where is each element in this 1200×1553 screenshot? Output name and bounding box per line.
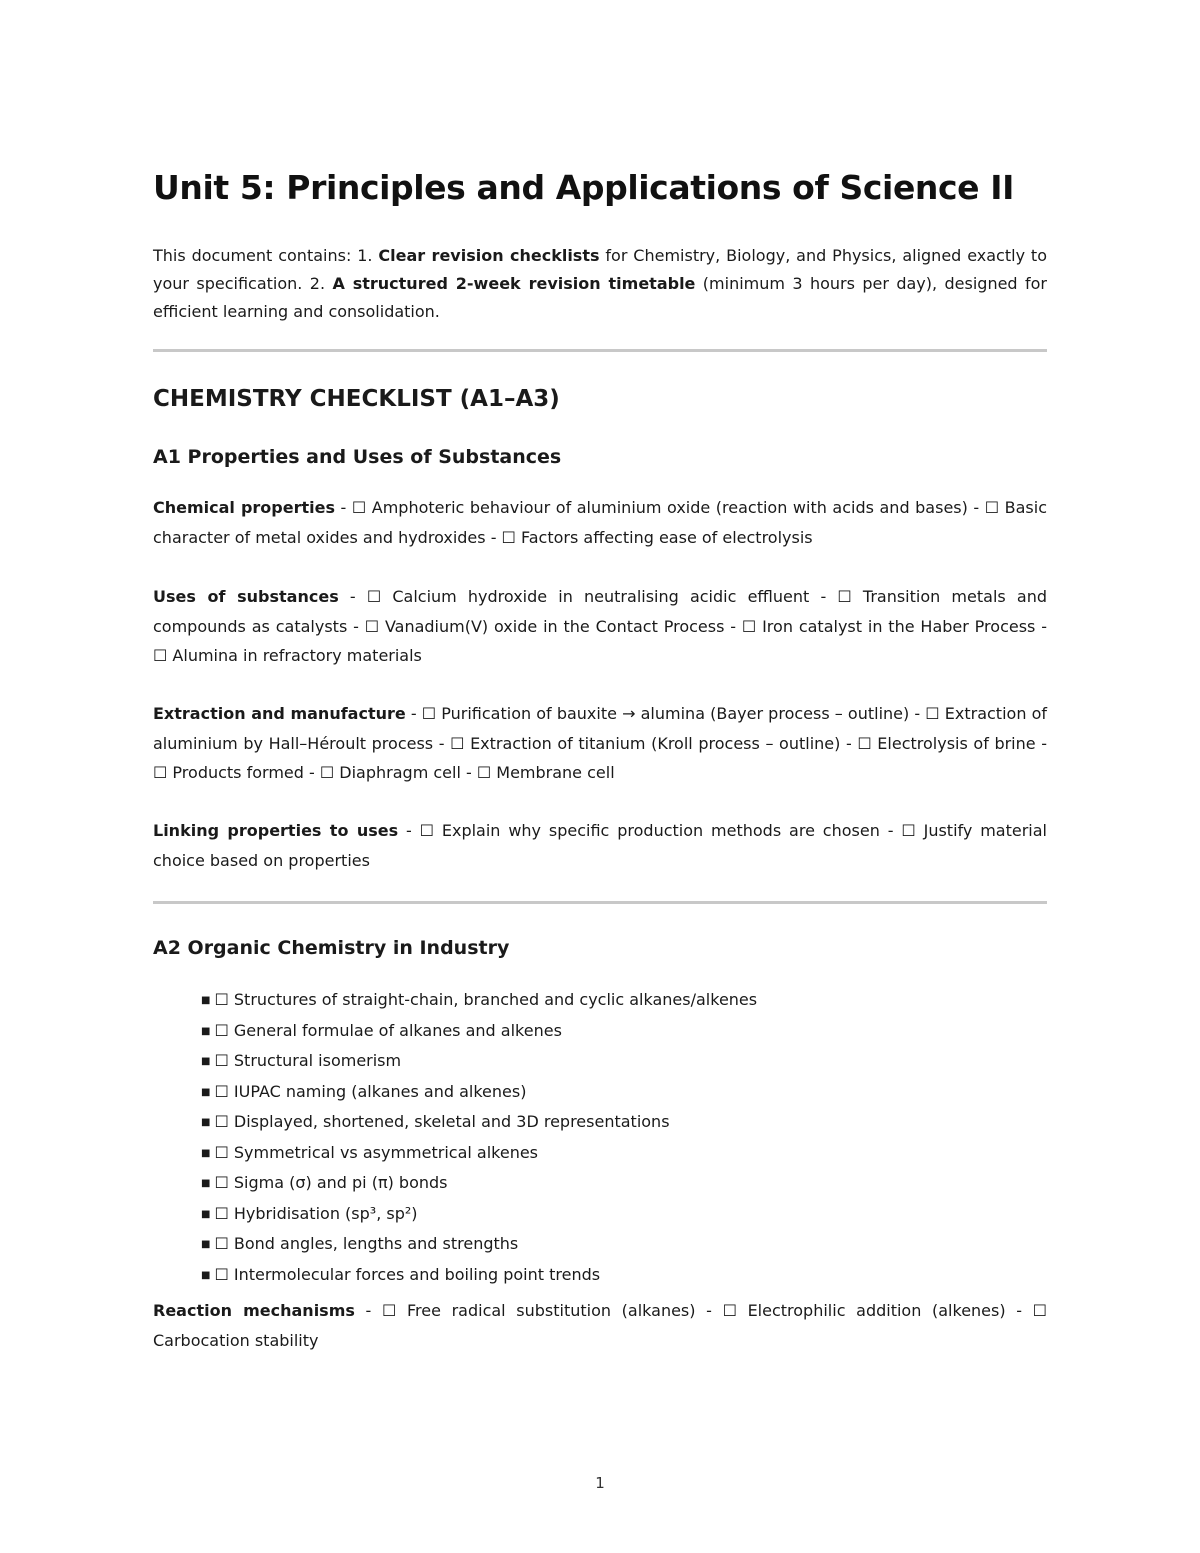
uses-of-substances-text: - ☐ Calcium hydroxide in neutralising acidic effluent - ☐ Transition metals and compounds as catalysts - ☐ Vanadium(V) oxide in the Contact Process - ☐ Iron catalyst in the Haber Process - ☐ Alumina in refractory materials [153,587,1047,665]
chemical-properties-label: Chemical properties [153,498,335,517]
page-number: 1 [595,1474,605,1492]
linking-paragraph [153,816,1047,875]
bullet-icon: ■ [201,1086,211,1098]
bullet-icon: ■ [201,1208,211,1220]
bullet-icon: ■ [201,995,211,1006]
list-item: ■ ☐ IUPAC naming (alkanes and alkenes) [201,1081,527,1101]
extraction-text: - ☐ Purification of bauxite → alumina (Bayer process – outline) - ☐ Extraction of aluminium by Hall–Héroult process - ☐ Extraction of titanium (Kroll process – outline) - ☐ Electrolysis of brine - ☐ Products formed - ☐ Diaphragm cell - ☐ Membrane cell [153,704,1048,782]
bullet-icon: ■ [201,1147,211,1159]
reaction-mechanisms-text: - ☐ Free radical substitution (alkanes) - ☐ Electrophilic addition (alkenes) - ☐ Carbocation stability [153,1301,1048,1350]
bullet-icon: ■ [201,1178,211,1189]
bullet-icon: ■ [201,1239,211,1250]
intro-bold-timetable: A structured 2-week revision timetable [332,274,696,293]
reaction-mechanisms-paragraph [153,1296,1047,1355]
extraction-label: Extraction and manufacture [153,704,406,723]
horizontal-divider [153,901,1047,904]
chemical-properties-text: - ☐ Amphoteric behaviour of aluminium oxide (reaction with acids and bases) - ☐ Basic character of metal oxides and hydroxides - ☐ Factors affecting ease of electrolysis [153,498,1047,547]
list-item: ■ ☐ Structural isomerism [201,1051,402,1070]
list-item: ■ ☐ Sigma (σ) and pi (π) bonds [201,1173,448,1192]
bullet-icon: ■ [201,1117,211,1128]
a2-bullet-list [201,985,757,1290]
uses-of-substances-label: Uses of substances [153,587,339,606]
list-item: ■ ☐ Structures of straight-chain, branched and cyclic alkanes/alkenes [201,990,758,1009]
list-item: ■ ☐ Intermolecular forces and boiling point trends [201,1264,601,1284]
list-item: ■ ☐ Symmetrical vs asymmetrical alkenes [201,1142,539,1162]
list-item: ■ ☐ General formulae of alkanes and alkenes [201,1020,562,1040]
horizontal-divider [153,349,1047,352]
linking-label: Linking properties to uses [153,821,399,840]
reaction-mechanisms-label: Reaction mechanisms [153,1301,355,1320]
bullet-icon: ■ [201,1056,211,1067]
a1-heading: A1 Properties and Uses of Substances [153,446,562,468]
intro-middle: for Chemistry, Biology, and Physics, aligned exactly to your specification. 2. [153,246,1047,293]
a2-heading: A2 Organic Chemistry in Industry [153,937,510,959]
chemistry-checklist-heading: CHEMISTRY CHECKLIST (A1–A3) [153,386,560,412]
intro-bold-checklists: Clear revision checklists [378,246,600,265]
bullet-icon: ■ [201,1025,211,1037]
list-item: ■ ☐ Hybridisation (sp³, sp²) [201,1203,418,1223]
intro-paragraph [153,242,1047,326]
document-title: Unit 5: Principles and Applications of Science II [153,168,1015,207]
uses-of-substances-paragraph [153,582,1047,671]
list-item: ■ ☐ Bond angles, lengths and strengths [201,1234,519,1253]
bullet-icon: ■ [201,1269,211,1281]
intro-suffix: (minimum 3 hours per day), designed for efficient learning and consolidation. [153,274,1047,321]
list-item: ■ ☐ Displayed, shortened, skeletal and 3D representations [201,1112,670,1131]
linking-text: - ☐ Explain why specific production methods are chosen - ☐ Justify material choice based on properties [153,821,1048,870]
chemical-properties-paragraph [153,493,1047,552]
intro-prefix: This document contains: 1. [153,246,379,265]
extraction-paragraph [153,699,1047,788]
